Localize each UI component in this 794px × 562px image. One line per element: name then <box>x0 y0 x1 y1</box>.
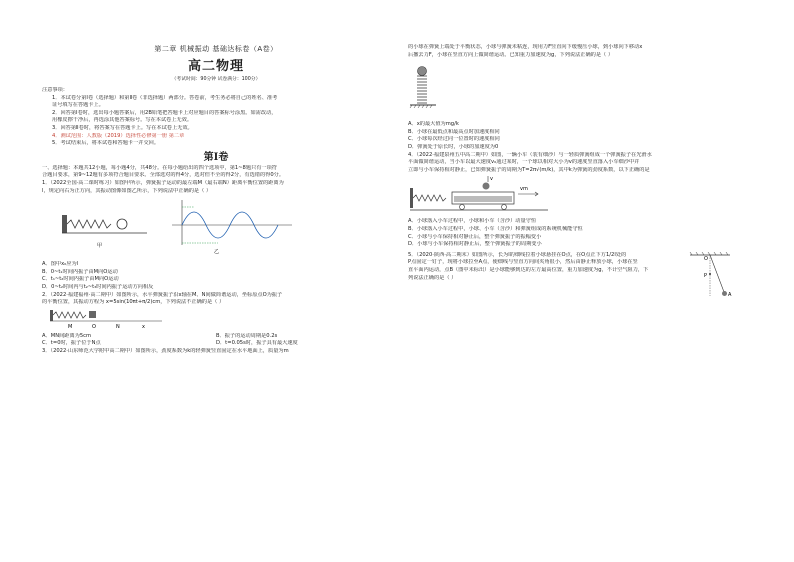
q2-options-row <box>42 340 390 348</box>
q4-option-d[interactable]: D．小球与小车保持相对静止后，整个弹簧振子的周期变小 <box>408 241 542 248</box>
section-instruction: 一、选择题：本题共12小题，每小题4分，共48分。在每小题给出的四个选项中，第1~8题只有一项符 <box>42 164 277 171</box>
q1-spring-figure <box>62 215 147 249</box>
q4-label-vm: vm <box>520 186 528 193</box>
q4-option-a[interactable]: A．小球落入小车过程中，小球和小车（含沙）动量守恒 <box>408 218 537 225</box>
q3-figure <box>408 59 756 117</box>
q4-stem: 4．（2022·福建泉州五中高二期中）如图，一辆小车（装有细沙）与一轻质弹簧组成一个弹簧振子在光滑水 <box>408 151 652 158</box>
q2-option-c[interactable]: C．t=0时，振子位于N点 <box>42 340 101 347</box>
q3-option-d[interactable]: D．弹簧处于原长时，小球的加速度为0 <box>408 143 499 150</box>
note-scope <box>42 133 390 141</box>
note-line: 3．回答第Ⅱ卷时，将答案写在答题卡上。写在本试卷上无效。 <box>52 124 193 131</box>
q4-stem: 立即与小车保持相对静止，已知弹簧振子的周期为T=2π√(m/k)，其中k为弹簧的劲度系数，以下正确的是 <box>408 166 650 173</box>
q4-option-c[interactable]: C．小球与小车保持相对静止后，整个弹簧振子的振幅变小 <box>408 233 542 240</box>
q3-stem-start: 3．（2022·山东师范大学附中高二期中）如图所示，劲度系数为k的轻弹簧竖直固定在水平地面上，质量为m <box>42 347 289 354</box>
q2-option-a[interactable]: A．MN间距离为5cm <box>42 332 92 339</box>
q1-option-a[interactable]: A．图中x₀应为l <box>42 261 79 268</box>
q1-option-c[interactable]: C．t₁~t₂时间内振子由M向O运动 <box>42 276 119 283</box>
q4-label-v: v <box>490 176 493 183</box>
note-scope-prefix: 4．测试范围： <box>52 132 87 139</box>
q2-label-n: N <box>116 323 120 329</box>
note-line: 2．回答第Ⅰ卷时，选出每小题答案后，用2B铅笔把答题卡上对应题目的答案标号涂黑。如需改动， <box>52 109 277 116</box>
q4-stem: 平面做简谐运动，当小车以最大速度v₀通过某时，一个球以相对大小为v的速度竖直落入小车细沙中并 <box>408 159 640 166</box>
q5-stem: 列说法正确的是（ ） <box>408 274 457 281</box>
q3-option-b[interactable]: B．小球在最低点和最高点时加速度相同 <box>408 128 500 135</box>
q1-option-b[interactable]: B．0~t₁时间内振子由M向O运动 <box>42 268 118 275</box>
notes-block <box>42 87 390 148</box>
q5-label-a: A <box>728 291 732 298</box>
q1-option-d[interactable]: D．0~t₂时间内与t₂~t₃时间内振子运动方向相反 <box>42 283 154 290</box>
note-line: 5．考试结束后，将本试卷和答题卡一并交回。 <box>52 140 160 147</box>
q5-stem: 直平面内运动，点B（图中未标出）是小球能够到达的左方最高位置，重力加速度为g，不计空气阻力，下 <box>408 266 649 273</box>
note-line: 用橡皮擦干净后，再选涂其他答案标号。写在本试卷上无效。 <box>52 117 193 124</box>
question-1 <box>42 180 390 292</box>
q5-figure <box>680 252 750 304</box>
q5-stem: 5．（2020·陕西·高二期末）如图所示，长为l的细线拉着小球悬挂在O点，在O点正下方1/2l处的 <box>408 251 627 258</box>
q2-label-m: M <box>68 323 73 329</box>
q5-stem: P点固定一钉子，现将小球拉至A点，使细线与竖直方向间夹角很小，然后由静止释放小球，小球在竖 <box>408 259 638 266</box>
q2-label-o: O <box>92 323 96 329</box>
q4-option-b[interactable]: B．小球落入小车过程中，小球、小车（含沙）和弹簧组成的系统机械能守恒 <box>408 225 583 232</box>
q5-label-p: P <box>704 272 708 279</box>
q2-stem: 2．（2022·福建福州·高二期中）如图所示，水平弹簧振子沿x轴在M、N间做简谐运动，坐标原点O为振子 <box>42 291 283 298</box>
q2-option-b[interactable]: B．振子的运动周期是0.2s <box>216 332 278 339</box>
q2-label-x: x <box>142 323 145 329</box>
q1-figure <box>42 195 390 257</box>
q1-fig-jia: 甲 <box>97 243 103 250</box>
right-column <box>408 44 756 298</box>
q2-stem: 的平衡位置，其振动方程为 x=5sin(10πt+π/2)cm，下列说法不正确的是（ ） <box>42 299 225 306</box>
q1-fig-yi: 乙 <box>214 249 220 256</box>
q4-figure <box>408 174 756 214</box>
q2-figure <box>42 307 390 329</box>
q5-stem-block <box>408 252 678 282</box>
q5-label-o: O <box>704 255 708 262</box>
q1-stem: l，规定向右为正方向，其振动图像如图乙所示，下列说法中正确的是（ ） <box>42 187 212 194</box>
question-4 <box>408 152 756 249</box>
q1-stem: 1．（2022全国·高二课时练习）如图甲所示，弹簧振子运动的最左端M（最右端N）距离平衡位置的距离为 <box>42 179 284 186</box>
exam-meta: （考试时间：90分钟 试卷满分：100分） <box>171 77 261 82</box>
q3-option-c[interactable]: C．小球每次经过同一位置时的速度相同 <box>408 136 500 143</box>
question-5 <box>408 251 756 298</box>
q1-graph-figure <box>172 200 292 255</box>
question-2 <box>42 292 390 348</box>
section-instruction: 合题目要求，第9~12题有多项符合题目要求。全部选对的得4分，选对但不全的得2分，有选错的得0分。 <box>42 172 285 179</box>
note-scope-range: 人教版（2019）选择性必修第一册 第二章 <box>86 132 185 139</box>
notes-title: 注意事项： <box>42 87 68 93</box>
q3-stem: 的小球在弹簧上端处于平衡状态，小球与弹簧未粘连，现用力F竖直向下缓慢压小球，到小球向下移动x <box>408 44 643 50</box>
volume-title: 第Ⅰ卷 <box>203 151 229 163</box>
note-line: 1．本试卷分第Ⅰ卷（选择题）和第Ⅱ卷（非选择题）两部分。答卷前，考生务必将自己的姓名、准考 <box>52 94 278 101</box>
chapter-title: 第二章 机械振动 基础达标卷（A卷） <box>154 45 278 53</box>
q2-options-row <box>42 333 390 341</box>
q3-option-a[interactable]: A．x的最大值为mg/k <box>408 121 459 128</box>
subject-title: 高二物理 <box>187 59 244 74</box>
note-line: 证号填写在答题卡上。 <box>52 102 104 109</box>
q2-option-d[interactable]: D．t=0.05s时，振子具有最大速度 <box>216 340 298 347</box>
q3-stem: 后撤去力F，小球在竖直方向上做简谐运动。已知重力加速度为g，下列说法正确的是（ ） <box>408 51 614 58</box>
left-column <box>42 44 390 355</box>
